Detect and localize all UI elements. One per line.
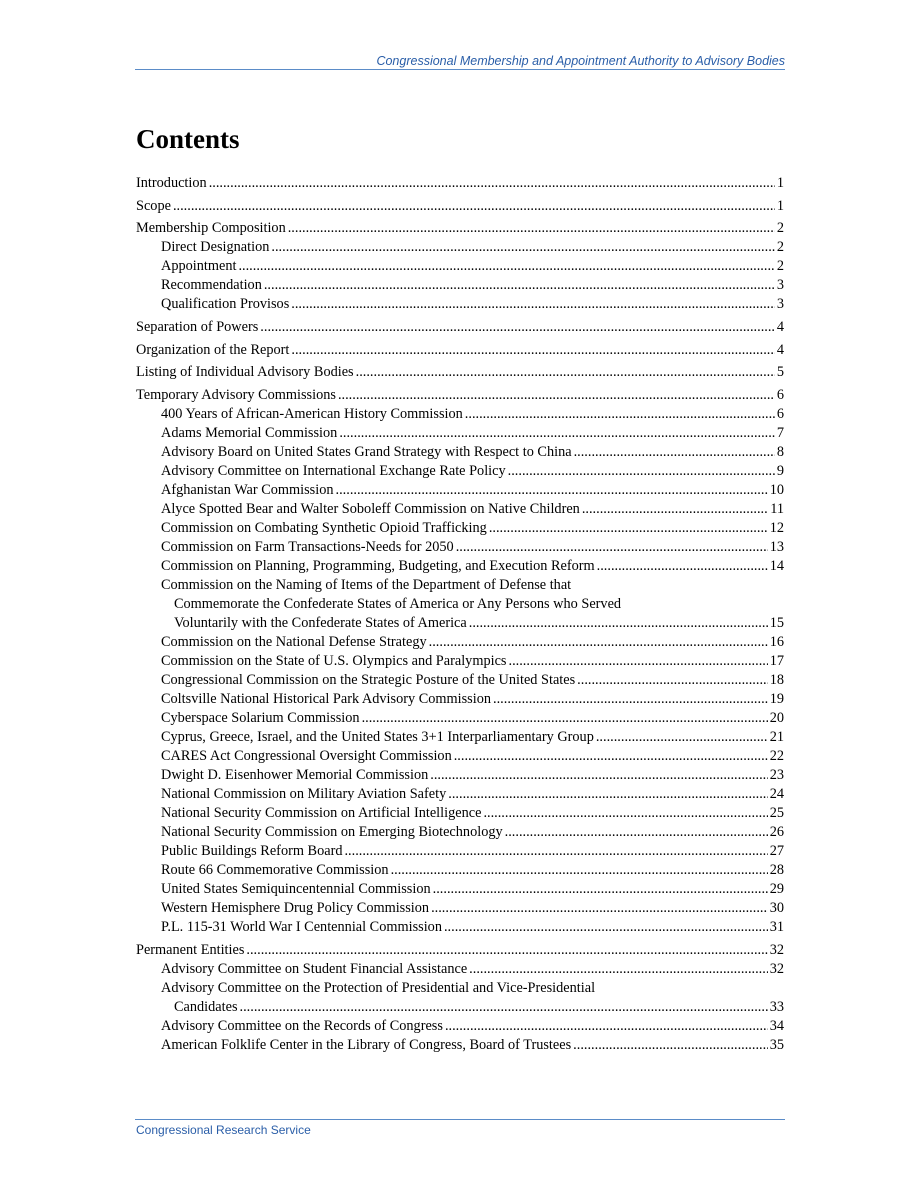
running-header: Congressional Membership and Appointment Authority to Advisory Bodies	[376, 54, 785, 68]
toc-entry-temporary-item[interactable]: Advisory Committee on International Exchange Rate Policy ..... 9	[136, 462, 784, 481]
toc-entry-permanent-item[interactable]: American Folklife Center in the Library of Congress, Board of Trustees ..... 35	[136, 1036, 784, 1055]
toc-entry-temporary-item[interactable]: Adams Memorial Commission ..... 7	[136, 424, 784, 443]
toc-entry-temporary-item[interactable]: Commission on Farm Transactions-Needs for 2050 ..... 13	[136, 538, 784, 557]
toc-entry-temporary-item[interactable]: Commission on Combating Synthetic Opioid Trafficking ..... 12	[136, 519, 784, 538]
toc-entry-temporary-item[interactable]: Cyprus, Greece, Israel, and the United States 3+1 Interparliamentary Group ..... 21	[136, 728, 784, 747]
toc-entry-membership-composition[interactable]: Membership Composition ..... 2	[136, 219, 784, 238]
footer-publisher: Congressional Research Service	[136, 1123, 311, 1137]
header-rule	[135, 69, 785, 70]
toc-entry-introduction[interactable]: Introduction ..... 1	[136, 174, 784, 193]
toc-entry-temporary-item[interactable]: National Commission on Military Aviation Safety ..... 24	[136, 785, 784, 804]
toc-entry-protection-committee[interactable]: Advisory Committee on the Protection of Presidential and Vice-Presidential Candidates ..... 33	[136, 979, 784, 1017]
toc-entry-temporary-item[interactable]: Afghanistan War Commission ..... 10	[136, 481, 784, 500]
toc-entry-temporary-item[interactable]: Alyce Spotted Bear and Walter Soboleff Commission on Native Children ..... 11	[136, 500, 784, 519]
toc-entry-temporary-item[interactable]: Congressional Commission on the Strategic Posture of the United States ..... 18	[136, 671, 784, 690]
toc-entry-temporary-item[interactable]: 400 Years of African-American History Commission ..... 6	[136, 405, 784, 424]
toc-entry-temporary-item[interactable]: United States Semiquincentennial Commission ..... 29	[136, 880, 784, 899]
toc-entry-temporary-item[interactable]: Coltsville National Historical Park Advisory Commission ..... 19	[136, 690, 784, 709]
toc-entry-naming-commission[interactable]: Commission on the Naming of Items of the Department of Defense that Commemorate the Confederate States of America or Any Persons who Served Voluntarily with the Confederate States of America ..... 15	[136, 576, 784, 633]
toc-entry-scope[interactable]: Scope ..... 1	[136, 197, 784, 216]
toc-entry-organization[interactable]: Organization of the Report ..... 4	[136, 341, 784, 360]
toc-entry-temporary-item[interactable]: P.L. 115-31 World War I Centennial Commission ..... 31	[136, 918, 784, 937]
table-of-contents	[136, 174, 784, 1055]
toc-entry-temporary-item[interactable]: Commission on the National Defense Strategy ..... 16	[136, 633, 784, 652]
toc-entry-student-aid[interactable]: Advisory Committee on Student Financial Assistance ..... 32	[136, 960, 784, 979]
toc-entry-temporary-item[interactable]: Route 66 Commemorative Commission ..... 28	[136, 861, 784, 880]
page-title: Contents	[136, 124, 240, 154]
toc-entry-appointment[interactable]: Appointment ..... 2	[136, 257, 784, 276]
toc-entry-permanent[interactable]: Permanent Entities ..... 32	[136, 941, 784, 960]
toc-entry-separation-of-powers[interactable]: Separation of Powers ..... 4	[136, 318, 784, 337]
toc-entry-temporary[interactable]: Temporary Advisory Commissions ..... 6	[136, 386, 784, 405]
toc-entry-temporary-item[interactable]: CARES Act Congressional Oversight Commission ..... 22	[136, 747, 784, 766]
toc-entry-direct-designation[interactable]: Direct Designation ..... 2	[136, 238, 784, 257]
footer-rule	[135, 1119, 785, 1120]
toc-entry-permanent-item[interactable]: Advisory Committee on the Records of Congress ..... 34	[136, 1017, 784, 1036]
toc-entry-temporary-item[interactable]: Commission on the State of U.S. Olympics and Paralympics ..... 17	[136, 652, 784, 671]
toc-entry-temporary-item[interactable]: Western Hemisphere Drug Policy Commission ..... 30	[136, 899, 784, 918]
toc-entry-recommendation[interactable]: Recommendation ..... 3	[136, 276, 784, 295]
toc-entry-temporary-item[interactable]: National Security Commission on Emerging Biotechnology ..... 26	[136, 823, 784, 842]
toc-entry-temporary-item[interactable]: Dwight D. Eisenhower Memorial Commission ..... 23	[136, 766, 784, 785]
toc-entry-listing[interactable]: Listing of Individual Advisory Bodies ..... 5	[136, 363, 784, 382]
toc-entry-temporary-item[interactable]: Advisory Board on United States Grand Strategy with Respect to China ..... 8	[136, 443, 784, 462]
toc-entry-temporary-item[interactable]: Cyberspace Solarium Commission ..... 20	[136, 709, 784, 728]
toc-entry-qualification-provisos[interactable]: Qualification Provisos ..... 3	[136, 295, 784, 314]
toc-entry-temporary-item[interactable]: Public Buildings Reform Board ..... 27	[136, 842, 784, 861]
toc-entry-temporary-item[interactable]: Commission on Planning, Programming, Budgeting, and Execution Reform ..... 14	[136, 557, 784, 576]
toc-entry-temporary-item[interactable]: National Security Commission on Artificial Intelligence ..... 25	[136, 804, 784, 823]
